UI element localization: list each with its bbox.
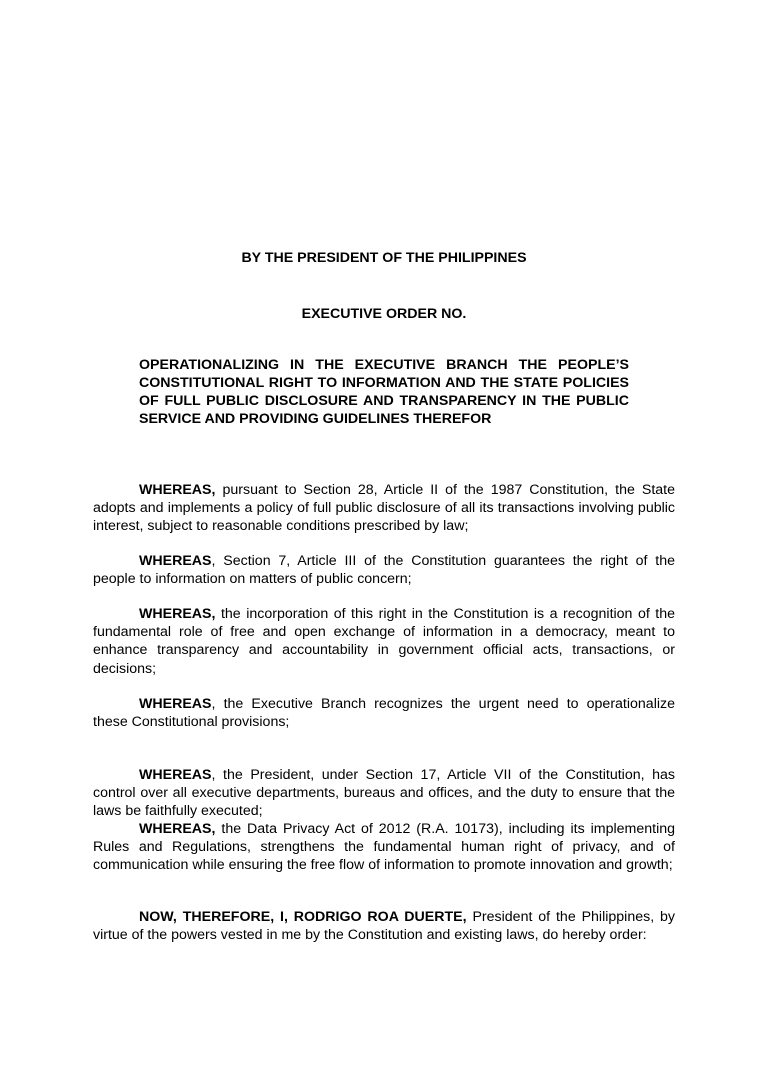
clause-text: , the Executive Branch recognizes the urgent need to operationalize these Constitutional provisions; <box>93 696 675 731</box>
order-subject-title: OPERATIONALIZING IN THE EXECUTIVE BRANCH THE PEOPLE’S CONSTITUTIONAL RIGHT TO INFORMATION AND THE STATE POLICIES OF FULL PUBLIC DISCLOSURE AND TRANSPARENCY IN THE PUBLIC SERVICE AND PROVIDING GUIDELINES THEREFOR <box>139 357 629 427</box>
issuer-heading: BY THE PRESIDENT OF THE PHILIPPINES <box>241 250 527 266</box>
clause-keyword: WHEREAS <box>139 553 212 569</box>
clause-keyword: WHEREAS <box>139 767 212 783</box>
clause-keyword: WHEREAS <box>139 696 212 712</box>
clause-text: the incorporation of this right in the Constitution is a recognition of the fundamental role of free and open exchange of information in a democracy, meant to enhance transparency and accountability in government official acts, transactions, or decisions; <box>93 606 675 677</box>
now-therefore-clause <box>93 908 675 944</box>
clause-text: , the President, under Section 17, Article VII of the Constitution, has control over all executive departments, bureaus and offices, and the duty to ensure that the laws be faithfully executed; <box>93 767 675 820</box>
clause-keyword: WHEREAS, <box>139 606 216 622</box>
whereas-clause-1 <box>93 481 675 536</box>
whereas-clause-5 <box>93 766 675 821</box>
executive-order-number-heading: EXECUTIVE ORDER NO. <box>301 306 467 322</box>
clause-text: the Data Privacy Act of 2012 (R.A. 10173), including its implementing Rules and Regulations, strengthens the fundamental human right of privacy, and of communication while ensuring the free flow of information to promote innovation and growth; <box>93 821 675 874</box>
clause-text: President of the Philippines, by virtue of the powers vested in me by the Constitution and existing laws, do hereby order: <box>93 909 676 944</box>
clause-keyword: WHEREAS, <box>139 482 216 498</box>
clause-text: , Section 7, Article III of the Constitution guarantees the right of the people to information on matters of public concern; <box>93 553 675 588</box>
clause-text: pursuant to Section 28, Article II of the 1987 Constitution, the State adopts and implements a policy of full public disclosure of all its transactions involving public interest, subject to reasonable conditions prescribed by law; <box>93 482 675 535</box>
whereas-clause-2 <box>93 552 675 588</box>
whereas-clause-4 <box>93 695 675 731</box>
whereas-clause-3 <box>93 605 675 678</box>
clause-keyword: WHEREAS, <box>139 821 216 837</box>
whereas-clause-6 <box>93 820 675 875</box>
clause-keyword: NOW, THEREFORE, I, RODRIGO ROA DUERTE, <box>139 909 467 925</box>
